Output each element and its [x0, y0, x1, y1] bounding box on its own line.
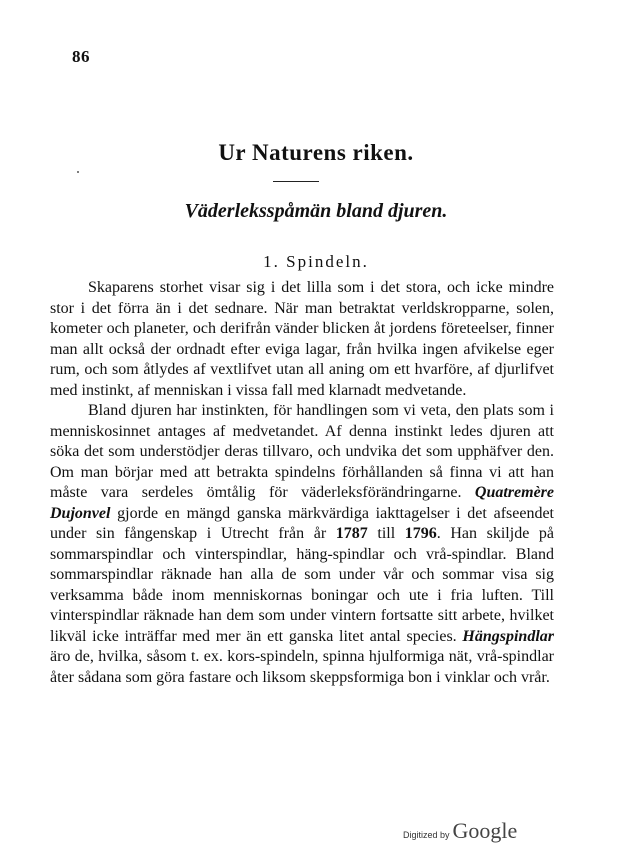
- paragraph: [50, 401, 554, 688]
- text-run: Bland djuren har instinkten, för handlingen som vi veta, den plats som i menniskosinnet antages af medvetandet. Af denna instinkt ledes djuren att söka det som understödjer deras tillvaro, och undvika det som upphäfver den. Om man börjar med att betrakta spindelns förhållanden så finna vi att han måste vara serdeles ömtålig för väderleksförändringarne.: [50, 402, 554, 501]
- italic-text-run: Quatremère Dujonvel: [50, 484, 554, 522]
- page-number: 86: [72, 47, 90, 66]
- bold-text-run: 1796: [404, 525, 437, 542]
- article-subtitle: Väderleksspåmän bland djuren.: [184, 200, 448, 222]
- text-run: till: [367, 525, 405, 542]
- body-text: [50, 278, 554, 688]
- scan-speck: [77, 171, 79, 173]
- title-divider: [273, 181, 319, 182]
- section-heading: 1. Spindeln.: [263, 252, 369, 271]
- bold-text-run: 1787: [335, 525, 368, 542]
- text-run: gjorde en mängd ganska märkvärdiga iakttagelser i det afseendet under sin fångenskap i Utrecht från år: [50, 504, 554, 542]
- digitized-by-watermark: [403, 818, 517, 844]
- digitized-label: Digitized by: [403, 830, 450, 840]
- chapter-title: Ur Naturens riken.: [218, 140, 414, 165]
- text-run: äro de, hvilka, såsom t. ex. kors-spindeln, spinna hjulformiga nät, vrå-spindlar åter sådana som göra fastare och liksom skeppsformiga bon i vinklar och vrår.: [50, 648, 554, 686]
- italic-text-run: Hängspindlar: [462, 627, 554, 645]
- paragraph: [50, 278, 554, 401]
- text-run: Skaparens storhet visar sig i det lilla som i det stora, och icke mindre stor i det förra än i det sednare. När man betraktat verldskropparne, solen, kometer och planeter, och derifrån vänder blicken åt jordens företeelser, finner man allt också der ordnadt efter eviga lagar, från hvilka ingen afvikelse eger rum, och som åtlydes af vextlifvet utan all aning om ett hvarföre, af djurlifvet med instinkt, af menniskan i vissa fall med klarnadt medvetande.: [50, 279, 554, 399]
- text-run: . Han skiljde på sommarspindlar och vinterspindlar, häng-spindlar och vrå-spindlar. Bland sommarspindlar räknade han alla de som under vår och sommar visa sig verksamma både inom menniskornas boningar och ute i fria luften. Till vinterspindlar räknade han dem som under vintern fortsatte sitt arbete, hvilket likväl icke inträffar med mer än ett ganska litet antal species.: [50, 525, 554, 645]
- google-logo: Google: [452, 818, 518, 843]
